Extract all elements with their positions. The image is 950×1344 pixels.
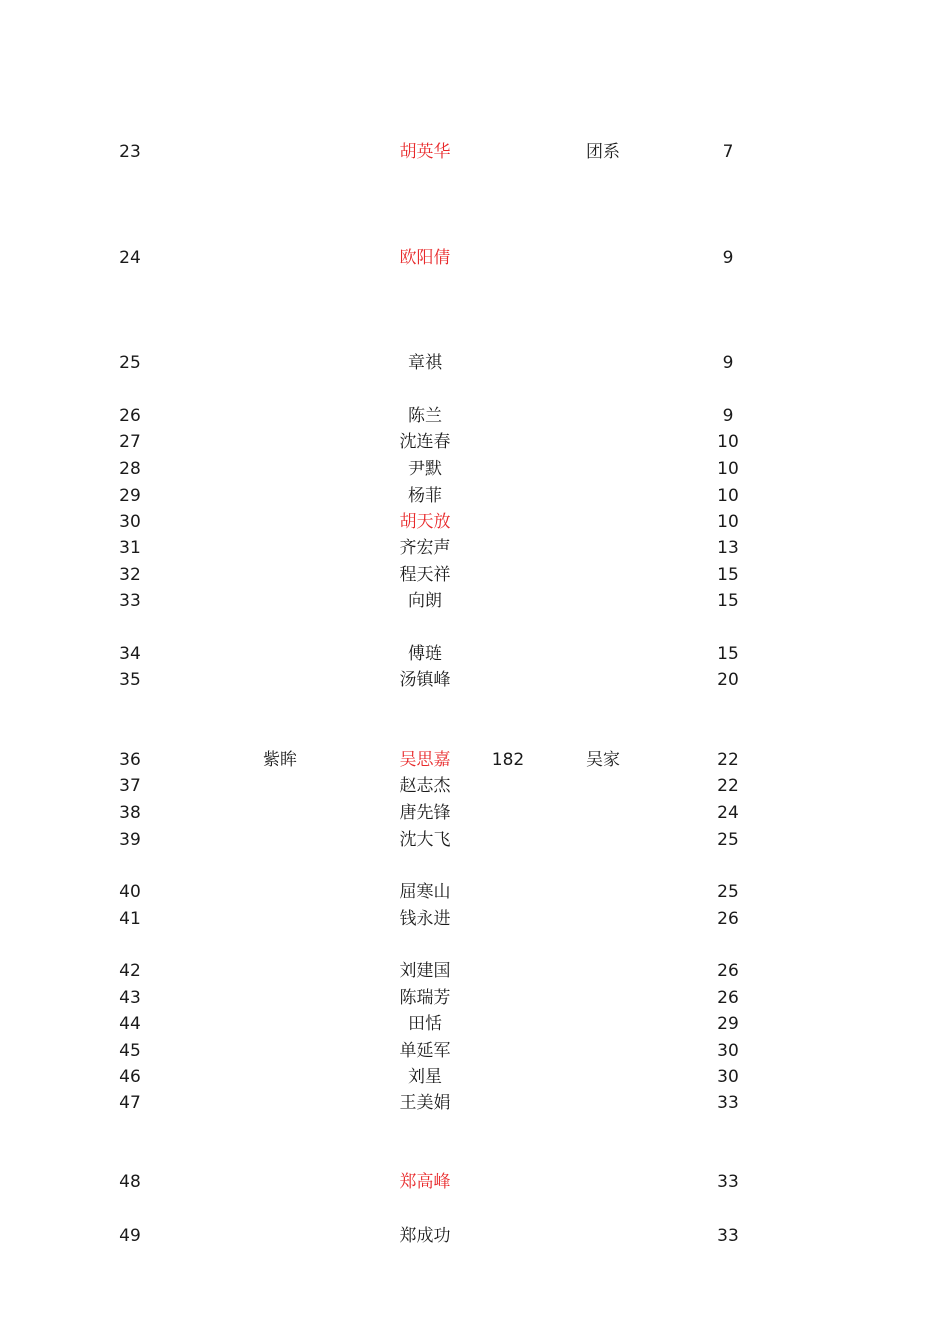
row-group [563,668,643,692]
table-row [0,748,950,772]
row-alias [240,1065,320,1089]
table-row [0,801,950,825]
row-group [563,589,643,613]
row-count: 15 [717,565,739,585]
table-row [0,563,950,587]
row-count: 7 [722,142,734,162]
row-group [563,828,643,852]
row-count: 9 [722,353,734,373]
row-extra [478,1039,538,1063]
table-row [0,484,950,508]
row-group [563,351,643,375]
table-row [0,880,950,904]
row-group [563,1170,643,1194]
row-group [563,510,643,534]
row-extra [478,589,538,613]
row-alias [240,1039,320,1063]
row-extra [478,246,538,270]
row-alias [240,404,320,428]
row-group [563,642,643,666]
row-name: 郑高峰 [399,1172,451,1192]
row-extra [478,774,538,798]
table-row [0,1091,950,1115]
row-count: 10 [717,459,739,479]
row-name: 屈寒山 [399,882,451,902]
row-number: 33 [119,591,141,611]
row-count: 25 [717,830,739,850]
row-alias [240,907,320,931]
row-name: 沈大飞 [399,830,451,850]
row-name: 唐先锋 [399,803,451,823]
row-alias [240,1091,320,1115]
row-count: 30 [717,1041,739,1061]
row-name: 欧阳倩 [399,248,451,268]
row-number: 38 [119,803,141,823]
row-group: 吴家 [586,750,620,770]
row-number: 40 [119,882,141,902]
row-count: 29 [717,1014,739,1034]
row-group [563,1224,643,1248]
row-count: 22 [717,750,739,770]
table-row [0,246,950,270]
table-row [0,1065,950,1089]
row-extra [478,1065,538,1089]
row-number: 28 [119,459,141,479]
row-number: 47 [119,1093,141,1113]
row-count: 9 [722,248,734,268]
row-number: 34 [119,644,141,664]
row-alias [240,246,320,270]
table-row [0,140,950,164]
row-extra [478,510,538,534]
row-name: 沈连春 [399,432,451,452]
row-number: 32 [119,565,141,585]
row-alias [240,1224,320,1248]
row-name: 王美娟 [399,1093,451,1113]
row-extra [478,457,538,481]
row-group [563,563,643,587]
table-row [0,642,950,666]
row-count: 24 [717,803,739,823]
row-name: 杨菲 [408,486,442,506]
row-name: 胡英华 [399,142,451,162]
row-count: 33 [717,1172,739,1192]
row-alias [240,801,320,825]
table-row [0,986,950,1010]
row-number: 24 [119,248,141,268]
table-row [0,351,950,375]
row-extra [478,668,538,692]
row-count: 26 [717,988,739,1008]
row-group [563,801,643,825]
row-group [563,536,643,560]
row-group [563,986,643,1010]
row-count: 10 [717,432,739,452]
row-alias [240,642,320,666]
row-group [563,457,643,481]
row-count: 13 [717,538,739,558]
row-number: 29 [119,486,141,506]
row-name: 吴思嘉 [399,750,451,770]
row-extra [478,484,538,508]
table-row [0,510,950,534]
row-name: 胡天放 [399,512,451,532]
row-extra [478,536,538,560]
row-group [563,907,643,931]
row-alias [240,774,320,798]
row-extra [478,959,538,983]
table-row [0,1224,950,1248]
row-count: 33 [717,1226,739,1246]
row-group [563,959,643,983]
row-group [563,774,643,798]
row-count: 30 [717,1067,739,1087]
row-alias [240,351,320,375]
row-group [563,1091,643,1115]
row-alias [240,880,320,904]
row-name: 程天祥 [399,565,451,585]
row-count: 15 [717,591,739,611]
row-alias [240,563,320,587]
row-count: 25 [717,882,739,902]
row-extra [478,430,538,454]
row-name: 钱永进 [399,909,451,929]
row-count: 33 [717,1093,739,1113]
row-number: 25 [119,353,141,373]
row-name: 傅琏 [408,644,442,664]
row-group [563,404,643,428]
row-count: 9 [722,406,734,426]
row-alias [240,668,320,692]
row-alias [240,986,320,1010]
row-name: 田恬 [408,1014,442,1034]
table-row [0,1012,950,1036]
row-name: 刘建国 [399,961,451,981]
row-extra [478,351,538,375]
row-extra [478,563,538,587]
row-alias [240,959,320,983]
row-group [563,1065,643,1089]
row-alias [240,510,320,534]
row-number: 46 [119,1067,141,1087]
row-extra [478,907,538,931]
table-row [0,457,950,481]
row-extra [478,642,538,666]
row-number: 23 [119,142,141,162]
row-name: 汤镇峰 [399,670,451,690]
row-group [563,484,643,508]
row-group [563,1012,643,1036]
table-row [0,1039,950,1063]
row-number: 44 [119,1014,141,1034]
table-row [0,430,950,454]
row-count: 10 [717,486,739,506]
row-alias [240,536,320,560]
row-extra [478,404,538,428]
table-row [0,828,950,852]
row-name: 陈兰 [408,406,442,426]
row-name: 陈瑞芳 [399,988,451,1008]
row-name: 向朗 [408,591,442,611]
table-row [0,907,950,931]
row-count: 15 [717,644,739,664]
row-name: 齐宏声 [399,538,451,558]
row-alias [240,828,320,852]
row-extra [478,1091,538,1115]
row-group [563,430,643,454]
row-alias [240,140,320,164]
row-extra [478,986,538,1010]
row-number: 42 [119,961,141,981]
row-count: 22 [717,776,739,796]
table-row [0,668,950,692]
row-alias [240,457,320,481]
table-row [0,959,950,983]
row-number: 36 [119,750,141,770]
row-name: 单延军 [399,1041,451,1061]
row-extra [478,1170,538,1194]
row-number: 48 [119,1172,141,1192]
row-group [563,880,643,904]
row-name: 尹默 [408,459,442,479]
row-number: 27 [119,432,141,452]
row-group [563,246,643,270]
row-extra: 182 [491,750,525,770]
row-name: 刘星 [408,1067,442,1087]
row-number: 35 [119,670,141,690]
row-alias: 紫眸 [263,750,297,770]
row-number: 30 [119,512,141,532]
row-count: 10 [717,512,739,532]
row-number: 31 [119,538,141,558]
row-name: 赵志杰 [399,776,451,796]
row-alias [240,589,320,613]
table-row [0,536,950,560]
row-group [563,1039,643,1063]
table-row [0,589,950,613]
row-name: 郑成功 [399,1226,451,1246]
row-number: 49 [119,1226,141,1246]
row-number: 26 [119,406,141,426]
row-alias [240,430,320,454]
row-alias [240,1170,320,1194]
row-extra [478,1012,538,1036]
row-alias [240,1012,320,1036]
row-extra [478,140,538,164]
row-number: 45 [119,1041,141,1061]
row-alias [240,484,320,508]
row-name: 章祺 [408,353,442,373]
row-group: 团系 [586,142,620,162]
row-number: 39 [119,830,141,850]
row-number: 43 [119,988,141,1008]
table-row [0,1170,950,1194]
row-extra [478,880,538,904]
row-extra [478,1224,538,1248]
row-count: 20 [717,670,739,690]
table-row [0,774,950,798]
row-extra [478,801,538,825]
row-count: 26 [717,909,739,929]
row-number: 41 [119,909,141,929]
row-count: 26 [717,961,739,981]
row-number: 37 [119,776,141,796]
row-extra [478,828,538,852]
table-row [0,404,950,428]
